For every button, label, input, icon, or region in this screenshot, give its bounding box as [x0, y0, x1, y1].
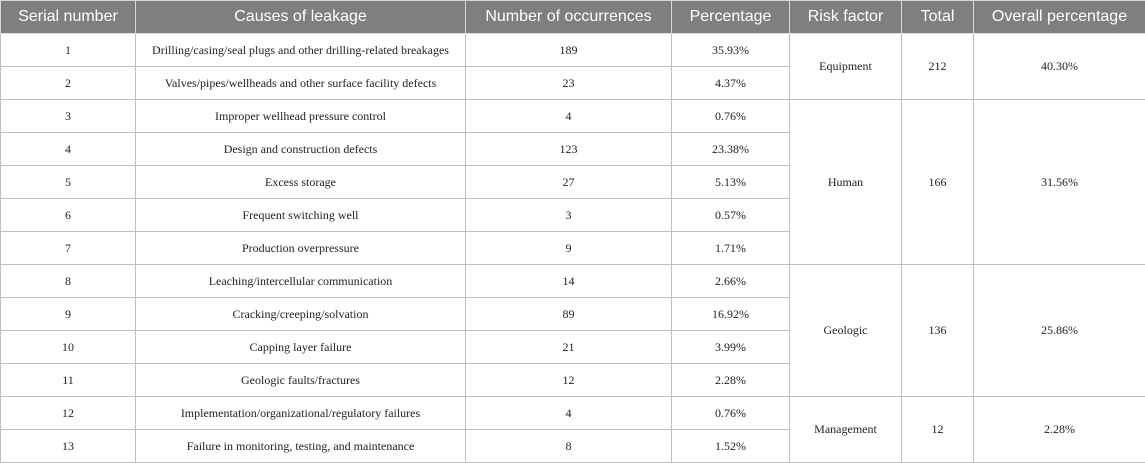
overall-percentage-cell: 40.30% — [974, 34, 1145, 100]
risk-factor-cell: Management — [790, 397, 902, 463]
total-cell: 136 — [902, 265, 974, 397]
percentage-cell: 2.66% — [672, 265, 790, 298]
cause-cell: Cracking/creeping/solvation — [136, 298, 466, 331]
cause-cell: Implementation/organizational/regulatory failures — [136, 397, 466, 430]
table-row — [1, 100, 1145, 133]
table-row — [1, 265, 1145, 298]
serial-cell: 6 — [1, 199, 136, 232]
occurrences-cell: 8 — [466, 430, 672, 463]
header-total: Total — [902, 1, 974, 34]
cause-cell: Excess storage — [136, 166, 466, 199]
serial-cell: 7 — [1, 232, 136, 265]
cause-cell: Design and construction defects — [136, 133, 466, 166]
risk-factor-cell: Geologic — [790, 265, 902, 397]
table-row — [1, 397, 1145, 430]
occurrences-cell: 123 — [466, 133, 672, 166]
percentage-cell: 4.37% — [672, 67, 790, 100]
percentage-cell: 2.28% — [672, 364, 790, 397]
header-risk-factor: Risk factor — [790, 1, 902, 34]
cause-cell: Production overpressure — [136, 232, 466, 265]
percentage-cell: 23.38% — [672, 133, 790, 166]
occurrences-cell: 14 — [466, 265, 672, 298]
occurrences-cell: 4 — [466, 100, 672, 133]
percentage-cell: 16.92% — [672, 298, 790, 331]
occurrences-cell: 189 — [466, 34, 672, 67]
occurrences-cell: 27 — [466, 166, 672, 199]
table-row — [1, 34, 1145, 67]
occurrences-cell: 9 — [466, 232, 672, 265]
risk-factor-cell: Human — [790, 100, 902, 265]
header-number-of-occurrences: Number of occurrences — [466, 1, 672, 34]
cause-cell: Frequent switching well — [136, 199, 466, 232]
occurrences-cell: 3 — [466, 199, 672, 232]
cause-cell: Leaching/intercellular communication — [136, 265, 466, 298]
cause-cell: Capping layer failure — [136, 331, 466, 364]
serial-cell: 10 — [1, 331, 136, 364]
total-cell: 166 — [902, 100, 974, 265]
serial-cell: 12 — [1, 397, 136, 430]
percentage-cell: 3.99% — [672, 331, 790, 364]
header-row — [1, 1, 1145, 34]
serial-cell: 9 — [1, 298, 136, 331]
serial-cell: 1 — [1, 34, 136, 67]
serial-cell: 13 — [1, 430, 136, 463]
header-percentage: Percentage — [672, 1, 790, 34]
overall-percentage-cell: 31.56% — [974, 100, 1145, 265]
header-serial-number: Serial number — [1, 1, 136, 34]
total-cell: 212 — [902, 34, 974, 100]
percentage-cell: 0.76% — [672, 397, 790, 430]
serial-cell: 2 — [1, 67, 136, 100]
cause-cell: Failure in monitoring, testing, and maintenance — [136, 430, 466, 463]
serial-cell: 8 — [1, 265, 136, 298]
header-causes-of-leakage: Causes of leakage — [136, 1, 466, 34]
header-overall-percentage: Overall percentage — [974, 1, 1145, 34]
occurrences-cell: 23 — [466, 67, 672, 100]
percentage-cell: 35.93% — [672, 34, 790, 67]
occurrences-cell: 12 — [466, 364, 672, 397]
serial-cell: 11 — [1, 364, 136, 397]
percentage-cell: 0.57% — [672, 199, 790, 232]
overall-percentage-cell: 2.28% — [974, 397, 1145, 463]
percentage-cell: 0.76% — [672, 100, 790, 133]
percentage-cell: 1.52% — [672, 430, 790, 463]
serial-cell: 3 — [1, 100, 136, 133]
cause-cell: Improper wellhead pressure control — [136, 100, 466, 133]
serial-cell: 4 — [1, 133, 136, 166]
occurrences-cell: 4 — [466, 397, 672, 430]
cause-cell: Drilling/casing/seal plugs and other drilling-related breakages — [136, 34, 466, 67]
occurrences-cell: 89 — [466, 298, 672, 331]
percentage-cell: 1.71% — [672, 232, 790, 265]
risk-factor-cell: Equipment — [790, 34, 902, 100]
percentage-cell: 5.13% — [672, 166, 790, 199]
total-cell: 12 — [902, 397, 974, 463]
cause-cell: Geologic faults/fractures — [136, 364, 466, 397]
serial-cell: 5 — [1, 166, 136, 199]
overall-percentage-cell: 25.86% — [974, 265, 1145, 397]
cause-cell: Valves/pipes/wellheads and other surface facility defects — [136, 67, 466, 100]
occurrences-cell: 21 — [466, 331, 672, 364]
